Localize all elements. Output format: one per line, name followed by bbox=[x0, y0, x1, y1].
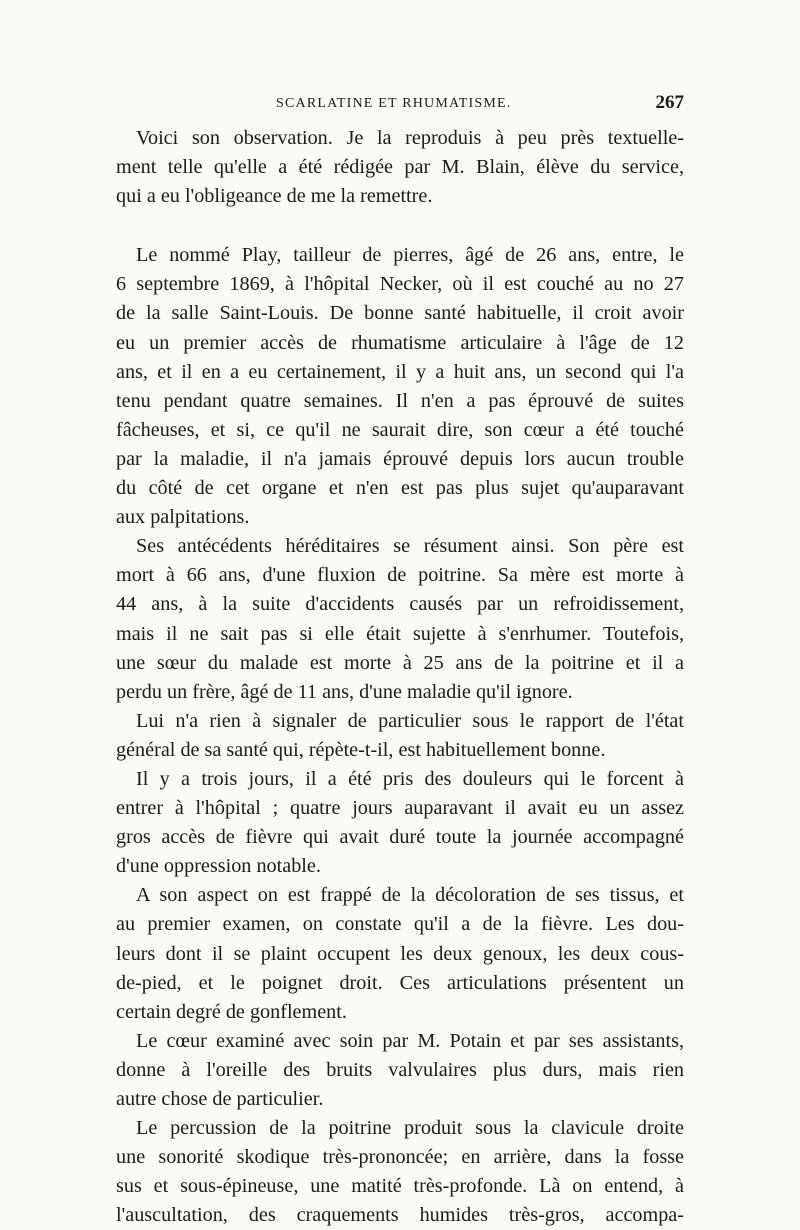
text-line: eu un premier accès de rhumatisme articulaire à l'âge de 12 bbox=[116, 331, 684, 354]
text-line: fâcheuses, et si, ce qu'il ne saurait dire, son cœur a été touché bbox=[116, 418, 684, 441]
paragraph bbox=[116, 1027, 684, 1114]
text-line: ans, et il en a eu certainement, il y a huit ans, un second qui l'a bbox=[116, 360, 684, 383]
paragraph bbox=[116, 707, 684, 765]
paragraph bbox=[116, 765, 684, 881]
text-line: donne à l'oreille des bruits valvulaires plus durs, mais rien bbox=[116, 1058, 684, 1081]
text-line: au premier examen, on constate qu'il a de la fièvre. Les dou- bbox=[116, 913, 684, 936]
text-line: autre chose de particulier. bbox=[116, 1088, 324, 1110]
text-line: leurs dont il se plaint occupent les deux genoux, les deux cous- bbox=[116, 942, 684, 965]
text-line: d'une oppression notable. bbox=[116, 855, 321, 878]
text-line: mort à 66 ans, d'une fluxion de poitrine. Sa mère est morte à bbox=[116, 564, 684, 587]
paragraph bbox=[116, 124, 684, 211]
text-line: ment telle qu'elle a été rédigée par M. Blain, élève du service, bbox=[116, 156, 684, 179]
running-head: SCARLATINE ET RHUMATISME. bbox=[276, 96, 512, 111]
paragraph bbox=[116, 532, 684, 707]
text-line: A son aspect on est frappé de la décoloration de ses tissus, et bbox=[136, 884, 684, 907]
text-line: certain degré de gonflement. bbox=[116, 1000, 347, 1023]
text-line: de-pied, et le poignet droit. Ces articulations présentent un bbox=[116, 971, 684, 994]
text-line: qui a eu l'obligeance de me la remettre. bbox=[116, 185, 433, 208]
text-line: mais il ne sait pas si elle était sujette à s'enrhumer. Toutefois, bbox=[116, 622, 684, 645]
text-line: tenu pendant quatre semaines. Il n'en a pas éprouvé de suites bbox=[116, 389, 684, 412]
book-page bbox=[116, 92, 684, 1230]
text-line: Le nommé Play, tailleur de pierres, âgé de 26 ans, entre, le bbox=[136, 244, 684, 267]
text-line: perdu un frère, âgé de 11 ans, d'une maladie qu'il ignore. bbox=[116, 680, 573, 703]
paragraph bbox=[116, 241, 684, 532]
text-line: Lui n'a rien à signaler de particulier sous le rapport de l'état bbox=[136, 709, 684, 732]
paragraph bbox=[116, 881, 684, 1026]
text-line: sus et sous-épineuse, une matité très-profonde. Là on entend, à bbox=[116, 1175, 684, 1198]
text-line: l'auscultation, des craquements humides très-gros, accompa- bbox=[116, 1204, 684, 1227]
text-line: 44 ans, à la suite d'accidents causés par un refroidissement, bbox=[116, 593, 684, 616]
text-line: par la maladie, il n'a jamais éprouvé depuis lors aucun trouble bbox=[116, 447, 684, 470]
text-line: une sœur du malade est morte à 25 ans de la poitrine et il a bbox=[116, 651, 684, 674]
text-line: Le cœur examiné avec soin par M. Potain et par ses assistants, bbox=[136, 1029, 684, 1052]
text-line: une sonorité skodique très-prononcée; en arrière, dans la fosse bbox=[116, 1146, 684, 1169]
text-line: Voici son observation. Je la reproduis à peu près textuelle- bbox=[136, 127, 684, 149]
text-line: aux palpitations. bbox=[116, 506, 250, 529]
text-line: du côté de cet organe et n'en est pas plus sujet qu'auparavant bbox=[116, 477, 684, 500]
text-line: 6 septembre 1869, à l'hôpital Necker, où il est couché au no 27 bbox=[116, 273, 684, 296]
paragraph-gap bbox=[116, 211, 684, 241]
text-line: de la salle Saint-Louis. De bonne santé habituelle, il croit avoir bbox=[116, 302, 684, 325]
text-line: gros accès de fièvre qui avait duré toute la journée accompagné bbox=[116, 826, 684, 849]
text-line: Ses antécédents héréditaires se résument ainsi. Son père est bbox=[136, 535, 684, 558]
text-line: général de sa santé qui, répète-t-il, est habituellement bonne. bbox=[116, 738, 606, 761]
page-header bbox=[116, 92, 684, 120]
text-line: Le percussion de la poitrine produit sous la clavicule droite bbox=[136, 1117, 684, 1140]
body-text bbox=[116, 124, 684, 1230]
text-line: entrer à l'hôpital ; quatre jours auparavant il avait eu un assez bbox=[116, 797, 684, 820]
page-number: 267 bbox=[655, 92, 684, 113]
paragraph bbox=[116, 1114, 684, 1230]
text-line: Il y a trois jours, il a été pris des douleurs qui le forcent à bbox=[136, 767, 684, 790]
